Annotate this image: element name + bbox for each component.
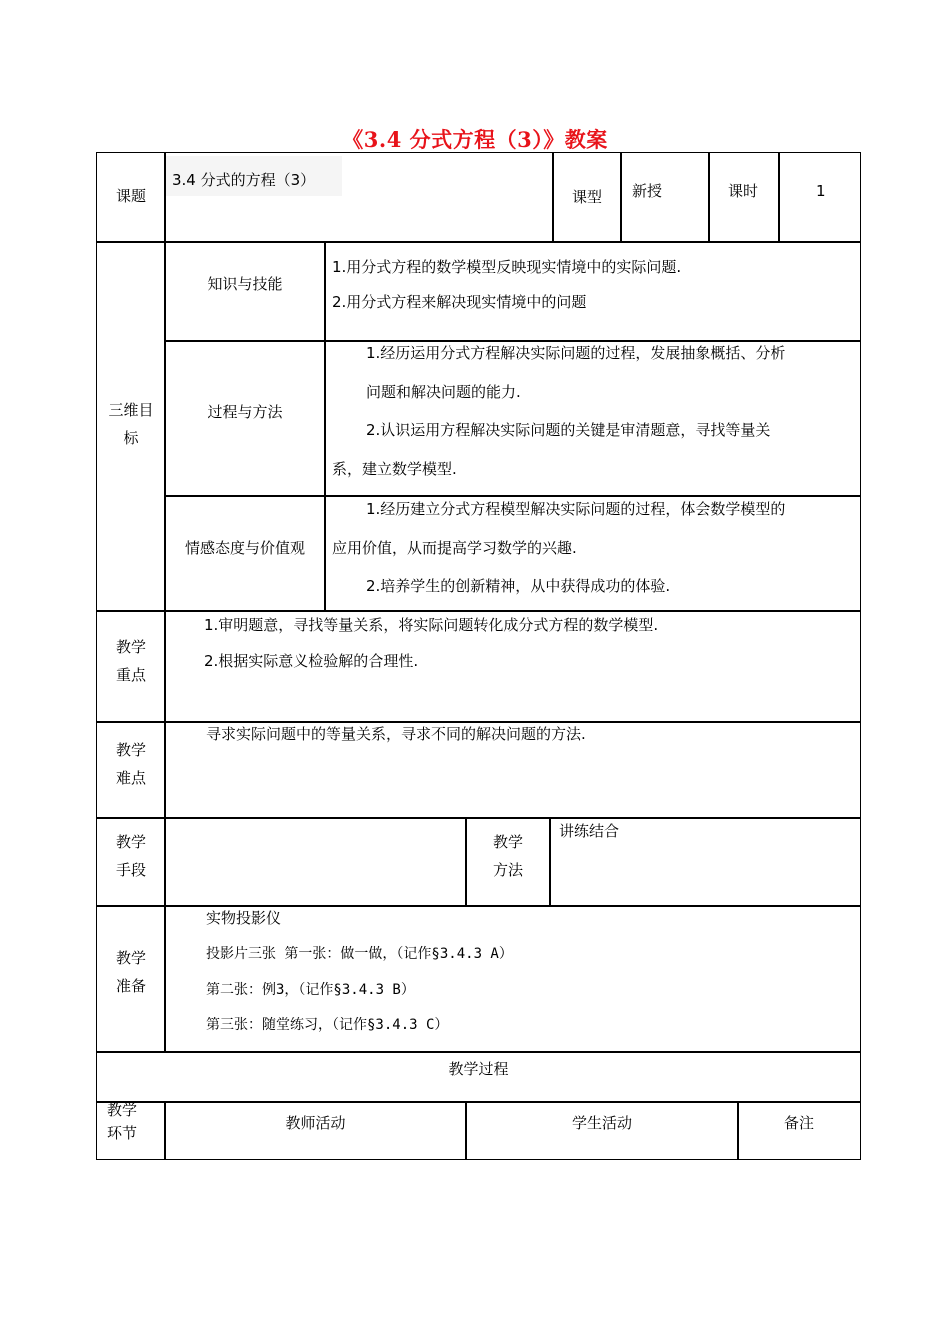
prep-line-2: 投影片三张 第一张：做一做，（记作§3.4.3 A） (206, 946, 513, 962)
prep-line-1: 实物投影仪 (206, 909, 282, 927)
difficulties-label-line1: 教学 (115, 741, 146, 759)
key-point-2: 2.根据实际意义检验解的合理性. (204, 652, 419, 670)
means-label-line1: 教学 (115, 833, 146, 851)
key-points-label (96, 633, 166, 689)
cell-means-value (164, 817, 467, 907)
ke-xing-value: 新授 (632, 182, 663, 200)
difficulties-label (96, 736, 166, 792)
emotion-line-1: 1.经历建立分式方程模型解决实际问题的过程，体会数学模型的 (366, 500, 786, 518)
process-label: 过程与方法 (207, 403, 283, 421)
process-line-3: 2.认识运用方程解决实际问题的关键是审清题意，寻找等量关 (366, 421, 771, 439)
cell-ke-ti-value (164, 152, 554, 243)
emotion-label: 情感态度与价值观 (184, 539, 305, 557)
difficulties-label-line2: 难点 (115, 769, 146, 787)
prep-label-line2: 准备 (115, 977, 146, 995)
means-label (96, 828, 166, 884)
prep-line-3: 第二张：例3，（记作§3.4.3 B） (206, 982, 415, 998)
col-stage-label (96, 1099, 148, 1145)
col-teacher-label: 教师活动 (285, 1114, 346, 1132)
means-label-line2: 手段 (115, 861, 146, 879)
difficulties-text: 寻求实际问题中的等量关系，寻求不同的解决问题的方法. (206, 725, 586, 743)
method-label-line1: 教学 (492, 833, 523, 851)
key-points-label-line1: 教学 (115, 638, 146, 656)
emotion-line-3: 2.培养学生的创新精神，从中获得成功的体验. (366, 577, 671, 595)
method-label-line2: 方法 (492, 861, 523, 879)
goals-label-line2: 标 (123, 429, 139, 447)
goals-label-line1: 三维目 (108, 401, 154, 419)
ke-ti-value: 3.4 分式的方程（3） (172, 171, 316, 189)
goals-label (96, 396, 166, 452)
key-points-label-line2: 重点 (115, 666, 146, 684)
method-value: 讲练结合 (559, 822, 620, 840)
process-line-2: 问题和解决问题的能力. (366, 383, 521, 401)
ke-xing-label: 课型 (571, 188, 602, 206)
ke-shi-value: 1 (816, 182, 826, 200)
emotion-line-2: 应用价值，从而提高学习数学的兴趣. (332, 539, 577, 557)
prep-label-line1: 教学 (115, 949, 146, 967)
method-label (465, 828, 551, 884)
col-student-label: 学生活动 (571, 1114, 632, 1132)
ke-shi-label: 课时 (728, 182, 759, 200)
knowledge-label: 知识与技能 (207, 275, 283, 293)
col-stage-line2: 环节 (106, 1124, 137, 1142)
process-section-title: 教学过程 (448, 1060, 509, 1078)
ke-ti-label: 课题 (115, 187, 146, 205)
prep-line-4: 第三张：随堂练习，（记作§3.4.3 C） (206, 1017, 449, 1033)
process-line-1: 1.经历运用分式方程解决实际问题的过程，发展抽象概括、分析 (366, 344, 786, 362)
page-title: 《3.4 分式方程（3）》教案 (342, 127, 608, 152)
knowledge-line-2: 2.用分式方程来解决现实情境中的问题 (332, 293, 587, 311)
knowledge-line-1: 1.用分式方程的数学模型反映现实情境中的实际问题. (332, 258, 682, 276)
process-line-4: 系，建立数学模型. (332, 460, 457, 478)
col-stage-line1: 教学 (106, 1101, 137, 1119)
col-notes-label: 备注 (783, 1114, 814, 1132)
prep-label (96, 944, 166, 1000)
key-point-1: 1.审明题意，寻找等量关系，将实际问题转化成分式方程的数学模型. (204, 616, 659, 634)
